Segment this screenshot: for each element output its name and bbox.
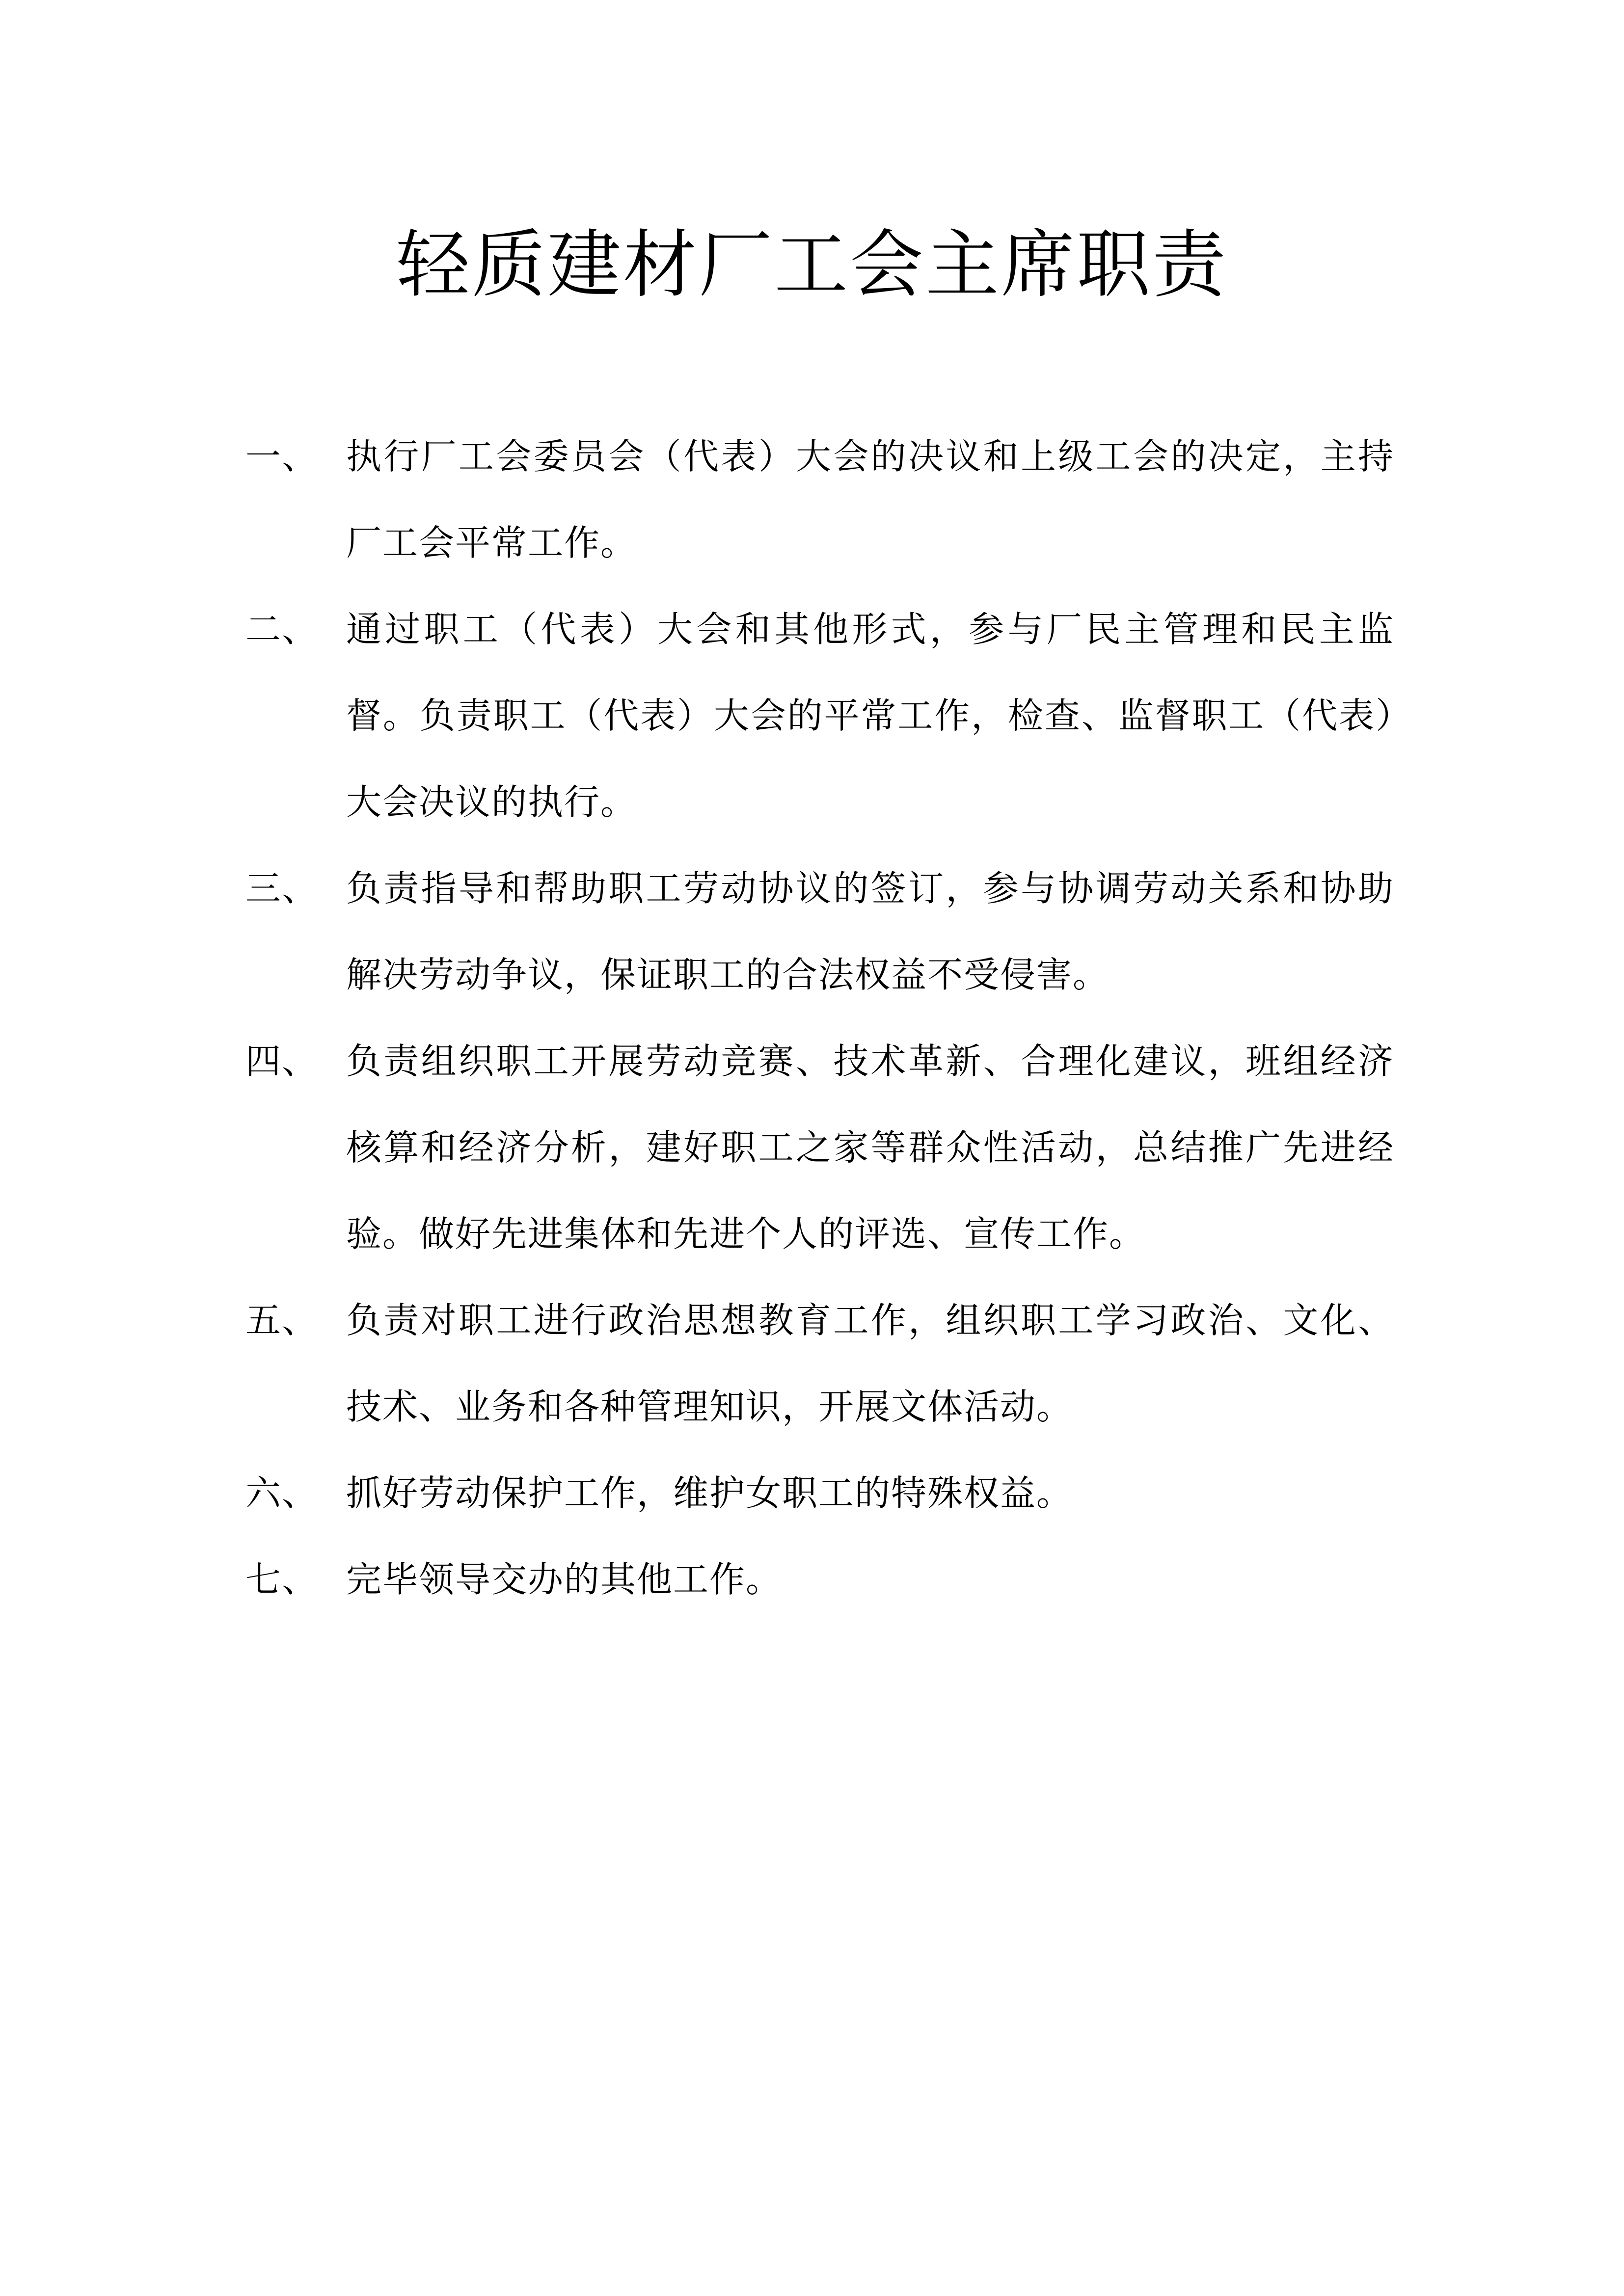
duty-text: 完毕领导交办的其他工作。: [346, 1559, 783, 1600]
duty-text: 通过职工（代表）大会和其他形式，参与厂民主管理和民主监督。负责职工（代表）大会的平常工作，检查、监督职工（代表）大会决议的执行。: [346, 609, 1394, 823]
duty-number: 五、: [245, 1300, 319, 1341]
duty-text: 负责组织职工开展劳动竞赛、技术革新、合理化建议，班组经济核算和经济分析，建好职工之家等群众性活动，总结推广先进经验。做好先进集体和先进个人的评选、宣传工作。: [346, 1041, 1394, 1255]
duty-item-1: [245, 413, 1394, 586]
duty-item-4: [245, 1018, 1394, 1277]
duty-text: 负责指导和帮助职工劳动协议的签订，参与协调劳动关系和协助解决劳动争议，保证职工的合法权益不受侵害。: [346, 868, 1394, 995]
duty-item-2: [245, 586, 1394, 845]
duty-number: 二、: [245, 609, 319, 650]
duty-item-5: [245, 1277, 1394, 1450]
duty-number: 三、: [245, 868, 319, 909]
duty-list: [245, 413, 1394, 1623]
duty-item-3: [245, 845, 1394, 1018]
duty-number: 六、: [245, 1472, 319, 1514]
duty-item-7: [245, 1536, 1394, 1623]
document-title: 轻质建材厂工会主席职责: [396, 222, 1228, 308]
duty-number: 一、: [245, 436, 319, 477]
duty-number: 四、: [245, 1041, 319, 1082]
duty-text: 抓好劳动保护工作，维护女职工的特殊权益。: [346, 1472, 1073, 1514]
duty-number: 七、: [245, 1559, 319, 1600]
duty-text: 负责对职工进行政治思想教育工作，组织职工学习政治、文化、技术、业务和各种管理知识，开展文体活动。: [346, 1300, 1394, 1427]
duty-text: 执行厂工会委员会（代表）大会的决议和上级工会的决定，主持厂工会平常工作。: [346, 436, 1394, 563]
duty-item-6: [245, 1450, 1394, 1536]
